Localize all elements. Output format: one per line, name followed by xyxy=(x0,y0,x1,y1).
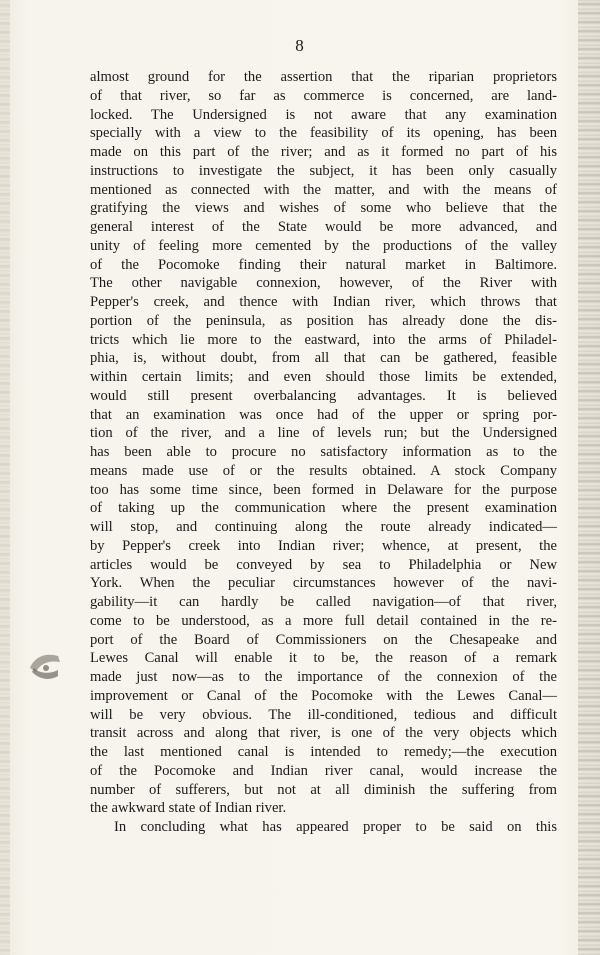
text-line: made just now—as to the importance of the connexion of the xyxy=(90,669,557,685)
text-line: of taking up the communication where the present examination xyxy=(90,500,557,517)
text-line: means made use of or the results obtained. A stock Company xyxy=(90,462,557,479)
text-line: made on this part of the river; and as it formed no part of his xyxy=(90,144,557,160)
text-line: of the Pocomoke finding their natural market in Baltimore. xyxy=(90,256,557,273)
body-text xyxy=(90,68,557,837)
binding-edge-left xyxy=(0,0,10,955)
text-line: has been able to procure no satisfactory information as to the xyxy=(90,444,557,460)
binding-clip-icon xyxy=(28,648,62,686)
text-line: of that river, so far as commerce is concerned, are land- xyxy=(90,87,557,104)
text-line: mentioned as connected with the matter, and with the means of xyxy=(90,181,557,198)
text-line: phia, is, without doubt, from all that can be gathered, feasible xyxy=(90,350,557,367)
text-line: come to be understood, as a more full detail contained in the re- xyxy=(90,612,557,629)
text-line: specially with a view to the feasibility of its opening, has been xyxy=(90,125,557,142)
text-line: that an examination was once had of the upper or spring por- xyxy=(90,406,557,423)
text-line: portion of the peninsula, as position has already done the dis- xyxy=(90,312,557,329)
text-line: transit across and along that river, is one of the very objects which xyxy=(90,725,557,742)
text-line: within certain limits; and even should those limits be extended, xyxy=(90,369,557,385)
text-line: instructions to investigate the subject, it has been only casually xyxy=(90,162,557,179)
text-line: improvement or Canal of the Pocomoke with the Lewes Canal— xyxy=(90,687,557,704)
text-line: of the Pocomoke and Indian river canal, would increase the xyxy=(90,762,557,779)
text-line: gratifying the views and wishes of some who believe that the xyxy=(90,200,557,217)
text-line: Pepper's creek, and thence with Indian river, which throws that xyxy=(90,294,557,310)
text-line: will stop, and continuing along the route already indicated— xyxy=(90,519,557,535)
text-line: number of sufferers, but not at all diminish the suffering from xyxy=(90,781,557,798)
paragraph-start-line: In concluding what has appeared proper to be said on this xyxy=(114,819,557,835)
text-line: The other navigable connexion, however, of the River with xyxy=(90,275,557,292)
text-line: the last mentioned canal is intended to remedy;—the execution xyxy=(90,744,557,760)
text-line: too has some time since, been formed in Delaware for the purpose xyxy=(90,481,557,498)
text-line: will be very obvious. The ill-conditioned, tedious and difficult xyxy=(90,706,557,723)
text-line: locked. The Undersigned is not aware that any examination xyxy=(90,106,557,123)
text-line: the awkward state of Indian river. xyxy=(90,800,287,817)
text-line: articles would be conveyed by sea to Philadelphia or New xyxy=(90,556,557,573)
text-line: tion of the river, and a line of levels run; but the Undersigned xyxy=(90,425,557,442)
text-line: almost ground for the assertion that the riparian proprietors xyxy=(90,69,557,85)
text-line: by Pepper's creek into Indian river; whence, at present, the xyxy=(90,537,557,554)
page-number: 8 xyxy=(295,36,305,55)
text-line: port of the Board of Commissioners on the Chesapeake and xyxy=(90,631,557,648)
text-line: tricts which lie more to the eastward, into the arms of Philadel- xyxy=(90,331,557,348)
text-line: Lewes Canal will enable it to be, the reason of a remark xyxy=(90,650,557,667)
text-line: York. When the peculiar circumstances however of the navi- xyxy=(90,575,557,592)
text-line: general interest of the State would be more advanced, and xyxy=(90,219,557,235)
text-line: unity of feeling more cemented by the productions of the valley xyxy=(90,237,557,254)
text-line: would still present overbalancing advantages. It is believed xyxy=(90,387,557,404)
binding-edge-right xyxy=(578,0,600,955)
text-line: gability—it can hardly be called navigation—of that river, xyxy=(90,594,557,610)
